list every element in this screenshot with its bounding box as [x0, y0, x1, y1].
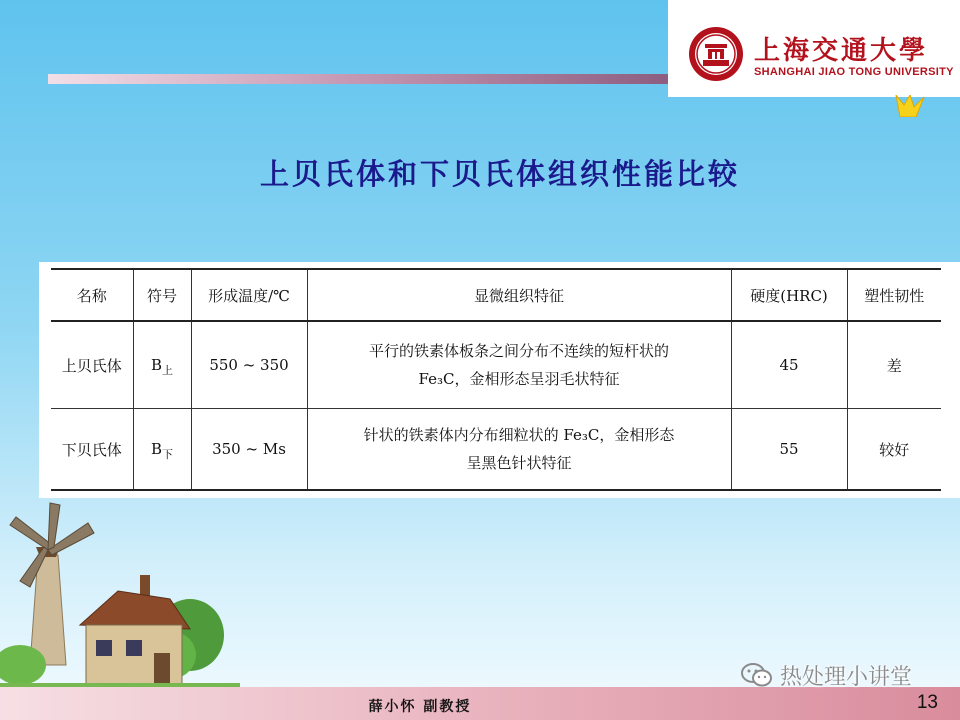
symbol-subscript: 下 — [162, 448, 174, 461]
university-logo — [668, 0, 960, 97]
row-temperature: 350 ~ Ms — [191, 409, 307, 491]
table-header-row — [51, 269, 941, 321]
feature-line: 呈黑色针状特征 — [466, 454, 572, 472]
header-rule — [48, 74, 688, 84]
star-decoration-icon — [890, 95, 930, 117]
table-row — [51, 409, 941, 491]
row-symbol — [133, 321, 191, 409]
windmill-house-illustration — [0, 495, 240, 695]
column-header: 塑性韧性 — [847, 269, 941, 321]
feature-line: 针状的铁素体内分布细粒状的 Fe₃C，金相形态 — [363, 426, 675, 444]
table-row — [51, 321, 941, 409]
row-hardness: 55 — [731, 409, 847, 491]
university-emblem-icon — [688, 26, 744, 82]
row-feature — [307, 409, 731, 491]
university-name-cn: 上海交通大學 — [754, 36, 929, 66]
row-symbol — [133, 409, 191, 491]
symbol-letter: B — [150, 440, 163, 458]
symbol-subscript: 上 — [162, 364, 174, 377]
column-header: 显微组织特征 — [307, 269, 731, 321]
wechat-icon — [740, 662, 774, 688]
row-name: 下贝氏体 — [51, 409, 133, 491]
row-temperature: 550 ~ 350 — [191, 321, 307, 409]
column-header: 硬度(HRC) — [731, 269, 847, 321]
page-number: 13 — [916, 692, 938, 713]
watermark-text: 热处理小讲堂 — [780, 664, 913, 690]
slide-title: 上贝氏体和下贝氏体组织性能比较 — [259, 157, 740, 191]
row-feature — [307, 321, 731, 409]
column-header: 形成温度/℃ — [191, 269, 307, 321]
row-hardness: 45 — [731, 321, 847, 409]
author-credit: 薛小怀 副教授 — [368, 699, 472, 715]
row-toughness: 较好 — [847, 409, 941, 491]
feature-line: Fe₃C，金相形态呈羽毛状特征 — [418, 370, 620, 388]
row-name: 上贝氏体 — [51, 321, 133, 409]
column-header: 名称 — [51, 269, 133, 321]
comparison-table-container — [39, 262, 960, 498]
column-header: 符号 — [133, 269, 191, 321]
row-toughness: 差 — [847, 321, 941, 409]
feature-line: 平行的铁素体板条之间分布不连续的短杆状的 — [368, 342, 669, 360]
university-name-en: SHANGHAI JIAO TONG UNIVERSITY — [754, 66, 954, 78]
symbol-letter: B — [150, 356, 163, 374]
watermark — [740, 660, 912, 690]
bainite-comparison-table — [51, 268, 941, 491]
